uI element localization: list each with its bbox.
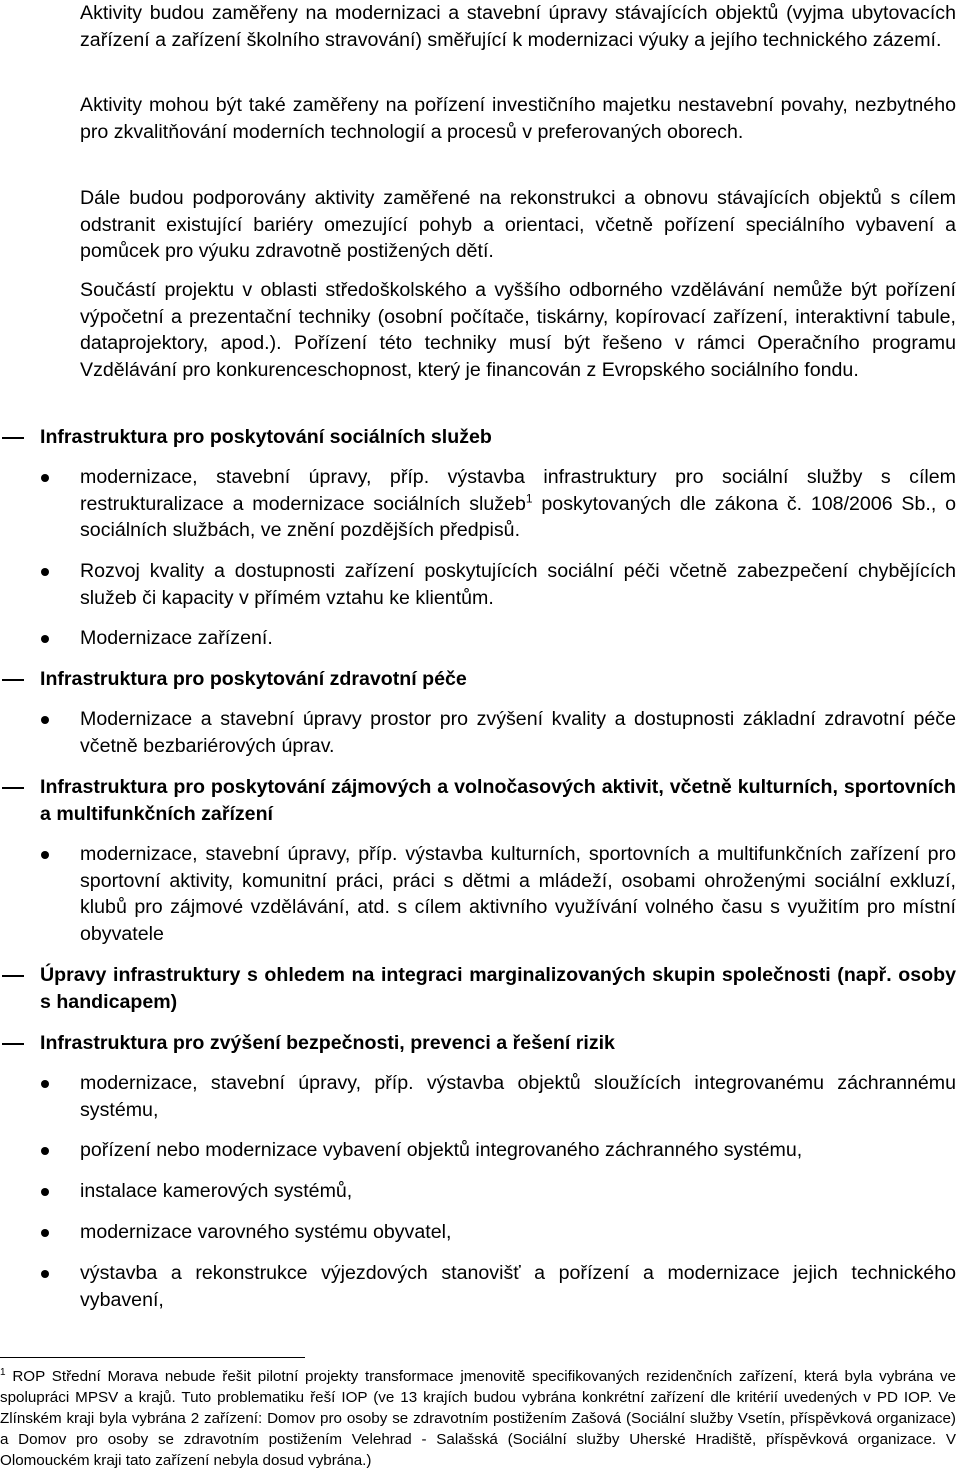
list-item: modernizace, stavební úpravy, příp. výstavba kulturních, sportovních a multifunkčních zařízení pro sportovní aktivity, komunitní práci, práci s dětmi a mládeží, osobami ohroženými sociální exkluzí, klubů pro zájmové vzdělávání, atd. s cílem aktivního využívání volného času s využitím pro místní obyvatele xyxy=(80,843,956,945)
list-item: Modernizace zařízení. xyxy=(80,627,273,649)
bullet-marker xyxy=(41,474,49,482)
footnote-separator xyxy=(0,1357,305,1358)
list-item: pořízení nebo modernizace vybavení objektů integrovaného záchranného systému, xyxy=(80,1139,803,1161)
paragraph-3: Dále budou podporovány aktivity zaměřené na rekonstrukci a obnovu stávajících objektů s cílem odstranit existující bariéry omezující pohyb a orientaci, včetně pořízení speciálního vybavení a pomůcek pro výuku zdravotně postižených dětí. xyxy=(80,187,956,262)
bullet-marker xyxy=(41,1188,49,1196)
bullet-marker xyxy=(41,1080,49,1088)
paragraph-2: Aktivity mohou být také zaměřeny na pořízení investičního majetku nestavební povahy, nezbytného pro zkvalitňování moderních technologií a procesů v preferovaných oborech. xyxy=(80,94,956,143)
paragraph-1: Aktivity budou zaměřeny na modernizaci a stavební úpravy stávajících objektů (vyjma ubytovacích zařízení a zařízení školního stravování) směřující k modernizaci výuky a jejího technického zázemí. xyxy=(80,2,956,51)
dash-marker xyxy=(2,437,24,439)
footnote-text: ROP Střední Morava nebude řešit pilotní projekty transformace jmenovitě specifikovaných rezidenčních zařízení, která byla vybrána ve spolupráci MPSV a krajů. Tuto problematiku řeší IOP (ve 13 krajích budou vybrána konkrétní zařízení dle kritérií uvedených v PD IOP. Ve Zlínském kraji byla vybrána 2 zařízení: Domov pro osoby se zdravotním postižením Zašová (Sociální služby Vsetín, příspěvková organizace) a Domov pro osoby se zdravotním postižením Velehrad - Salašská (Sociální služby Uherské Hradiště, příspěvková organizace. V Olomouckém kraji tato zařízení nebyla dosud vybrána.) xyxy=(0,1368,956,1469)
section-heading-integration: Úpravy infrastruktury s ohledem na integraci marginalizovaných skupin společnosti (např. osoby s handicapem) xyxy=(40,964,956,1013)
bullet-marker xyxy=(41,1147,49,1155)
list-item: Modernizace a stavební úpravy prostor pro zvýšení kvality a dostupnosti základní zdravotní péče včetně bezbariérových úprav. xyxy=(80,708,956,757)
section-heading-safety: Infrastruktura pro zvýšení bezpečnosti, prevenci a řešení rizik xyxy=(40,1032,615,1054)
dash-marker xyxy=(2,1043,24,1045)
section-heading-social: Infrastruktura pro poskytování sociálních služeb xyxy=(40,426,492,448)
bullet-marker xyxy=(41,1229,49,1237)
bullet-marker xyxy=(41,1270,49,1278)
bullet-marker xyxy=(41,635,49,643)
dash-marker xyxy=(2,975,24,977)
dash-marker xyxy=(2,787,24,789)
paragraph-4: Součástí projektu v oblasti středoškolského a vyššího odborného vzdělávání nemůže být pořízení výpočetní a prezentační techniky (osobní počítače, tiskárny, kopírovací zařízení, interaktivní tabule, dataprojektory, apod.). Pořízení této techniky musí být řešeno v rámci Operačního programu Vzdělávání pro konkurenceschopnost, který je financován z Evropského sociálního fondu. xyxy=(80,279,956,381)
section-heading-leisure: Infrastruktura pro poskytování zájmových a volnočasových aktivit, včetně kulturních, sportovních a multifunkčních zařízení xyxy=(40,776,956,825)
bullet-marker xyxy=(41,568,49,576)
dash-marker xyxy=(2,679,24,681)
bullet-marker xyxy=(41,716,49,724)
footnote xyxy=(0,1366,956,1471)
list-item: modernizace varovného systému obyvatel, xyxy=(80,1221,452,1243)
list-item: modernizace, stavební úpravy, příp. výstavba infrastruktury pro sociální služby s cílem restrukturalizace a modernizace sociálních služeb$^1$ poskytovaných dle zákona č. 108/2006 Sb., o sociálních službách, ve znění pozdějších předpisů. xyxy=(80,466,957,541)
footnote-number: 1 xyxy=(0,1366,6,1378)
list-item: výstavba a rekonstrukce výjezdových stanovišť a pořízení a modernizace jejich technického vybavení, xyxy=(80,1262,956,1311)
list-item: instalace kamerových systémů, xyxy=(80,1180,353,1202)
list-item: Rozvoj kvality a dostupnosti zařízení poskytujících sociální péči včetně zabezpečení chybějících služeb či kapacity v přímém vztahu ke klientům. xyxy=(80,560,956,609)
section-heading-health: Infrastruktura pro poskytování zdravotní péče xyxy=(40,668,467,690)
list-item: modernizace, stavební úpravy, příp. výstavba objektů sloužících integrovanému záchrannému systému, xyxy=(80,1072,956,1121)
bullet-marker xyxy=(41,851,49,859)
footnote-ref: 1 xyxy=(525,490,533,505)
